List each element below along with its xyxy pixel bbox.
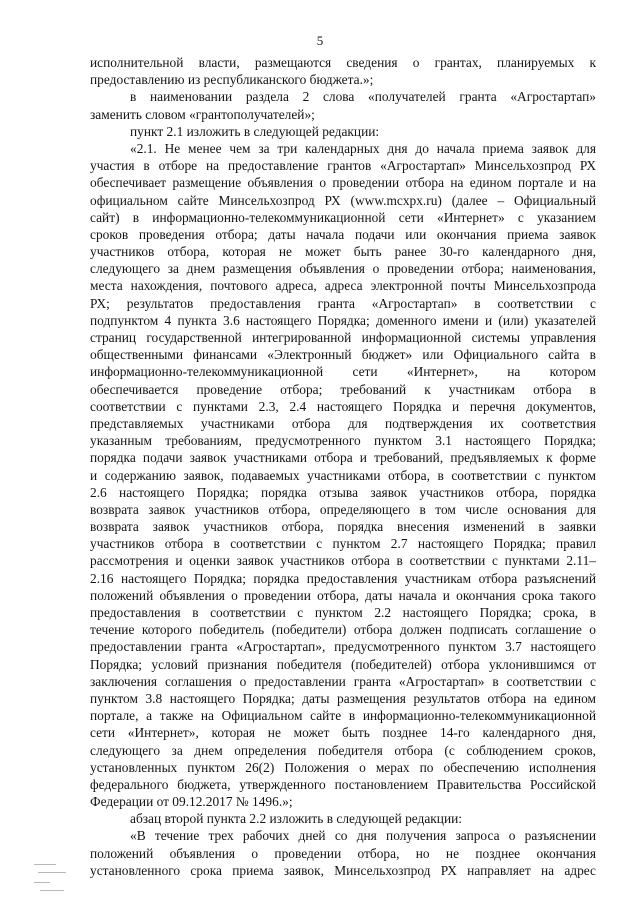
text-line: 2.6 настоящего Порядка; порядка отзыва заявок участников отбора, порядка xyxy=(90,484,596,500)
text-line: возврата заявок участников отбора, порядка внесения изменений в заявки xyxy=(90,519,596,535)
scan-margin-marks xyxy=(34,860,74,896)
text-line: страниц государственной интегрированной информационной системы управления xyxy=(90,330,596,345)
text-line: официальном сайте Минсельхозпрод РХ (www.mcxpx.ru) (далее – Официальный xyxy=(90,192,596,208)
text-line: в наименовании раздела 2 слова «получателей гранта «Агростартап» xyxy=(130,89,596,105)
text-line: Федерации от 09.12.2017 № 1496.»; xyxy=(90,794,293,810)
text-line: возврата заявок участников отбора, определяющего в том числе основания для xyxy=(90,501,596,517)
text-line: следующего за днем определения победителя отбора (с соблюдением сроков, xyxy=(90,742,596,758)
text-line: указанным требованиям, предусмотренного пунктом 3.1 настоящего Порядка; xyxy=(90,433,596,449)
text-line: предоставлении гранта «Агростартап», предусмотренного пунктом 3.7 настоящего xyxy=(90,639,596,655)
text-line: установленных пунктом 26(2) Положения о мерах по обеспечению исполнения xyxy=(90,759,596,775)
text-line: портале, а также на Официальном сайте в информационно-телекоммуникационной xyxy=(90,708,596,724)
text-line: сроков проведения отбора; даты начала подачи или окончания приема заявок xyxy=(90,226,596,242)
text-line: федерального бюджета, утвержденного постановлением Правительства Российской xyxy=(90,776,596,792)
text-line: предоставлению из республиканского бюджета.»; xyxy=(90,72,374,88)
text-line: следующего за днем размещения объявления о проведении отбора; наименования, xyxy=(90,261,596,277)
text-line: и содержанию заявок, подаваемых участниками отбора, в соответствии с пунктом xyxy=(90,467,596,483)
text-line: информационно-телекоммуникационной сети «Интернет», на котором xyxy=(90,364,596,380)
text-line: абзац второй пункта 2.2 изложить в следующей редакции: xyxy=(130,811,463,827)
text-line: течение которого победитель (победители) отбора должен подписать соглашение о xyxy=(90,622,596,638)
text-line: участия в отборе на предоставление грантов «Агростартап» Минсельхозпрод РХ xyxy=(90,158,596,174)
text-line: положений объявления о проведении отбора, даты начала и окончания срока такого xyxy=(90,587,596,603)
text-line: Порядка; условий признания победителя (победителей) отбора уклонившимся от xyxy=(90,656,596,672)
text-line: подпунктом 4 пункта 3.6 настоящего Порядка; доменного имени и (или) указателей xyxy=(90,312,596,328)
text-line: места нахождения, почтового адреса, адреса электронной почты Минсельхозпрода xyxy=(90,278,596,294)
text-line: обеспечивается проведение отбора; требований к участникам отбора в xyxy=(90,381,596,397)
text-line: порядка подачи заявок участниками отбора и требований, предъявляемых к форме xyxy=(90,450,596,466)
text-line: обеспечивает размещение объявления о проведении отбора на едином портале и на xyxy=(90,175,596,191)
text-line: участников отбора, которая не может быть ранее 30-го календарного дня, xyxy=(90,244,596,260)
text-line: «2.1. Не менее чем за три календарных дня до начала приема заявок для xyxy=(130,140,596,156)
text-line: РХ; результатов предоставления гранта «Агростартап» в соответствии с xyxy=(90,295,596,311)
text-line: установленного срока приема заявок, Минсельхозпрод РХ направляет на адрес xyxy=(90,862,596,878)
text-line: рассмотрения и оценки заявок участников отбора в соответствии с пунктами 2.11– xyxy=(90,553,596,569)
text-line: заменить словом «грантополучателей»; xyxy=(90,106,315,122)
text-line: положений объявления о проведении отбора, но не позднее окончания xyxy=(90,845,596,861)
text-line: сайт) в информационно-телекоммуникационной сети «Интернет» с указанием xyxy=(90,209,596,225)
page-number: 5 xyxy=(316,33,324,48)
text-line: сети «Интернет», которая не может быть позднее 14-го календарного дня, xyxy=(90,725,596,741)
text-line: «В течение трех рабочих дней со дня получения запроса о разъяснении xyxy=(130,828,596,844)
text-line: пункт 2.1 изложить в следующей редакции: xyxy=(130,123,380,139)
document-body xyxy=(90,54,596,879)
text-line: 2.16 настоящего Порядка; порядка предоставления участникам отбора разъяснений xyxy=(90,570,596,586)
text-line: предоставления в соответствии с пунктом 2.2 настоящего Порядка; срока, в xyxy=(90,605,596,620)
text-line: участников отбора в соответствии с пунктом 2.7 настоящего Порядка; правил xyxy=(90,536,596,552)
text-line: исполнительной власти, размещаются сведения о грантах, планируемых к xyxy=(90,55,596,70)
text-line: общественными финансами «Электронный бюджет» или Официального сайта в xyxy=(90,347,596,363)
text-line: пунктом 3.8 настоящего Порядка; даты размещения результатов отбора на едином xyxy=(90,690,596,706)
text-line: соответствии с пунктами 2.3, 2.4 настоящего Порядка и перечня документов, xyxy=(90,398,596,414)
text-line: представляемых участниками отбора для подтверждения их соответствия xyxy=(90,415,596,431)
text-line: заключения соглашения о предоставлении гранта «Агростартап» в соответствии с xyxy=(90,673,596,689)
